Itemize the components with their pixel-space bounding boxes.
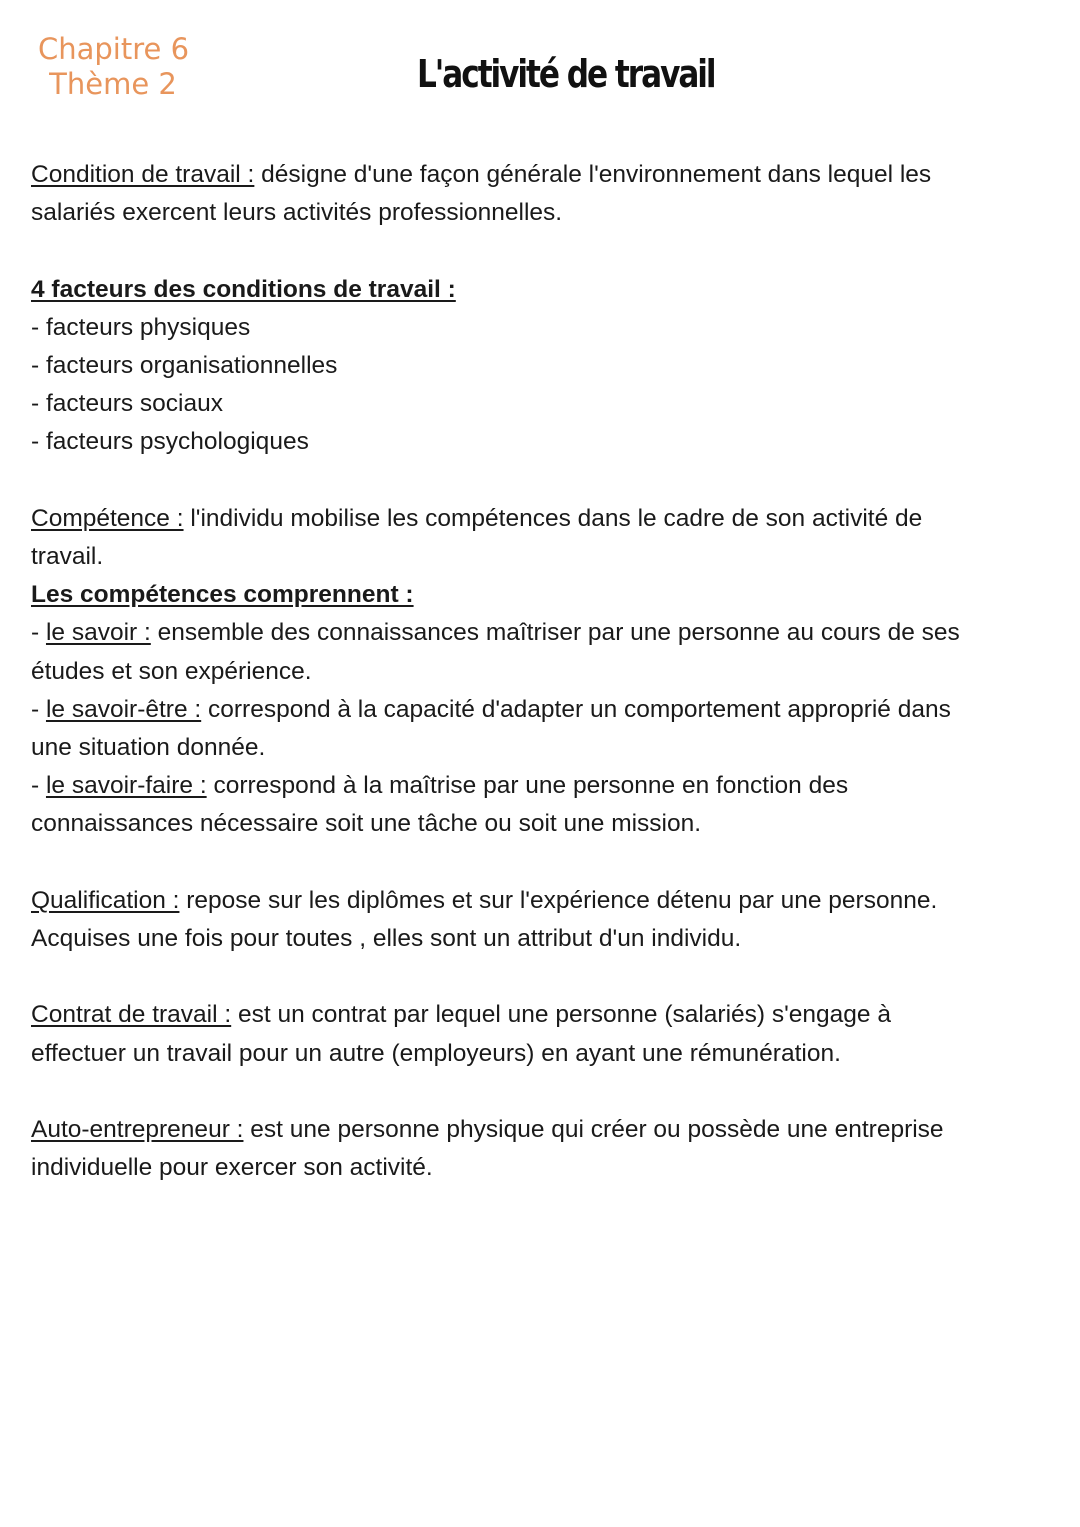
definition-text: est un contrat par lequel une personne (salariés) s'engage à: [231, 1001, 891, 1029]
definition-text: Acquises une fois pour toutes , elles sont un attribut d'un individu.: [31, 925, 742, 953]
definition-competence: [31, 500, 1061, 844]
definition-text: connaissances nécessaire soit une tâche ou soit une mission.: [31, 810, 702, 838]
section-heading: Les compétences comprennent :: [31, 581, 414, 609]
definition-qualification: [31, 882, 1061, 958]
term-auto-entrepreneur: Auto-entrepreneur :: [31, 1116, 244, 1143]
spacer: [31, 958, 1061, 996]
term-competence: Compétence :: [31, 504, 184, 532]
list-item: - facteurs psychologiques: [31, 428, 309, 456]
definition-text: repose sur les diplômes et sur l'expérience détenu par une personne.: [179, 886, 938, 914]
definition-text: l'individu mobilise les compétences dans le cadre de son activité de: [183, 504, 923, 532]
spacer: [31, 1073, 1061, 1111]
facteurs-list: [31, 271, 1061, 462]
section-heading: 4 facteurs des conditions de travail :: [31, 275, 456, 303]
document-body: [31, 156, 1061, 1187]
term-savoir: le savoir :: [45, 619, 151, 647]
definition-text: salariés exercent leurs activités professionnelles.: [31, 199, 563, 227]
definition-auto-entrepreneur: [31, 1111, 1061, 1187]
spacer: [31, 232, 1061, 270]
list-item: - le savoir-faire : correspond à la maîtrise par une personne en fonction des: [31, 772, 849, 800]
definition-text: est une personne physique qui créer ou possède une entreprise: [243, 1116, 944, 1143]
definition-text: travail.: [31, 543, 104, 570]
definition-condition: [31, 156, 1061, 232]
definition-text: effectuer un travail pour un autre (employeurs) en ayant une rémunération.: [31, 1039, 841, 1067]
spacer: [31, 462, 1061, 500]
definition-text: individuelle pour exercer son activité.: [31, 1154, 433, 1182]
definition-text: une situation donnée.: [31, 734, 266, 762]
page-title: L'activité de travail: [417, 52, 715, 96]
definition-contrat: [31, 996, 1061, 1072]
list-item: - facteurs sociaux: [31, 390, 223, 418]
definition-text: correspond à la maîtrise par une personne en fonction des: [206, 772, 849, 800]
term-savoir-faire: le savoir-faire :: [45, 772, 207, 800]
term-condition: Condition de travail :: [31, 161, 255, 188]
definition-text: correspond à la capacité d'adapter un comportement approprié dans: [201, 695, 951, 723]
list-item: - le savoir-être : correspond à la capacité d'adapter un comportement approprié dans: [31, 695, 951, 723]
definition-text: désigne d'une façon générale l'environnement dans lequel les: [254, 161, 932, 188]
definition-text: études et son expérience.: [31, 657, 312, 685]
list-item: - le savoir : ensemble des connaissances maîtriser par une personne au cours de ses: [31, 619, 960, 647]
theme-number: Thème 2: [49, 67, 177, 101]
spacer: [31, 844, 1061, 882]
term-savoir-etre: le savoir-être :: [45, 695, 202, 723]
chapter-number: Chapitre 6: [38, 32, 190, 66]
list-item: - facteurs physiques: [31, 313, 251, 341]
term-contrat: Contrat de travail :: [31, 1001, 232, 1029]
chapter-label: [38, 32, 188, 102]
term-qualification: Qualification :: [31, 886, 180, 914]
definition-text: ensemble des connaissances maîtriser par une personne au cours de ses: [150, 619, 960, 647]
list-item: - facteurs organisationnelles: [31, 352, 338, 379]
